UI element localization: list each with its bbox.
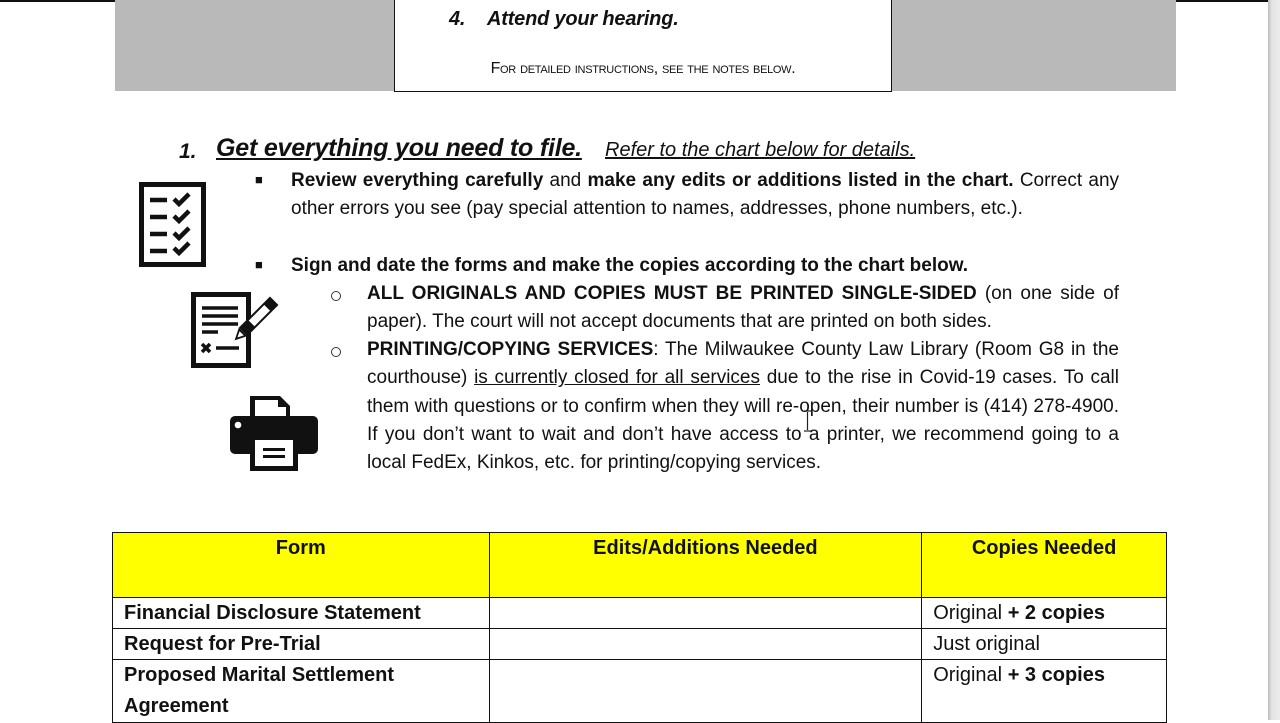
table-header-row [113, 533, 1167, 598]
cell-edits [489, 660, 922, 723]
section-title: Get everything you need to file. [216, 134, 582, 162]
cell-form: Financial Disclosure Statement [113, 598, 490, 629]
printing-bold: PRINTING/COPYING SERVICES [367, 339, 654, 360]
sub-bullet-marker [331, 347, 341, 357]
cell-copies [922, 660, 1167, 723]
table-row [113, 660, 1167, 723]
bullet-review-text-2: Correct any other errors you see (pay special attention to names, addresses, phone numbers, etc.). [291, 170, 1120, 220]
bullet-review-text-1: and [543, 170, 588, 191]
printing-text-b: due to the rise in Covid-19 cases. To call them with questions or to confirm when they will re-open, their number is (414) 278-4900. If you don’t want to wait and don’t have access to a printer, we recommend going to a local FedEx, Kinkos, etc. for printing/copying services. [367, 367, 1119, 474]
sub-bullet-single-sided [367, 280, 1119, 337]
step-4 [449, 8, 679, 31]
copies-plain: Original [933, 664, 1008, 686]
header-edits: Edits/Additions Needed [489, 533, 922, 598]
cell-copies [922, 629, 1167, 660]
copies-plain: Original [933, 602, 1008, 624]
vertical-scrollbar[interactable] [1268, 0, 1280, 720]
forms-chart-table [112, 532, 1167, 723]
bullet-sign [291, 252, 1119, 280]
step-text: Attend your hearing. [487, 8, 679, 30]
step-number: 4. [449, 8, 466, 30]
cell-form: Proposed Marital Settlement Agreement [113, 660, 490, 723]
bullet-review-bold-1: Review everything carefully [291, 170, 544, 191]
copies-bold: + 2 copies [1007, 602, 1105, 624]
bullet-review-bold-2: make any edits or additions listed in the chart. [587, 170, 1014, 191]
bullet-sign-bold: Sign and date the forms and make the copies according to the chart below. [291, 255, 969, 276]
bullet-marker: ■ [255, 257, 263, 272]
copies-bold: + 3 copies [1007, 664, 1105, 686]
section-number: 1. [179, 140, 197, 163]
sign-document-icon [191, 292, 279, 368]
single-sided-text: (on one side of paper). The court will not accept documents that are printed on both sides. [367, 283, 1119, 333]
sub-bullet-marker [331, 291, 341, 301]
bullet-review [291, 167, 1119, 224]
sub-bullet-printing [367, 336, 1119, 477]
printing-text-a: : The Milwaukee County Law Library (Room G8 in the courthouse) [367, 339, 1120, 389]
steps-note-box [394, 0, 892, 92]
copies-plain: Just original [933, 633, 1040, 655]
printer-icon [230, 394, 318, 472]
cell-edits [489, 629, 922, 660]
single-sided-bold: ALL ORIGINALS AND COPIES MUST BE PRINTED SINGLE-SIDED [367, 283, 977, 304]
table-row [113, 629, 1167, 660]
text-cursor-icon [803, 410, 812, 432]
table-row [113, 598, 1167, 629]
header-copies: Copies Needed [922, 533, 1167, 598]
cell-form: Request for Pre-Trial [113, 629, 490, 660]
detailed-instructions-note: For detailed instructions, see the notes below. [490, 60, 796, 77]
printing-closed-underlined: is currently closed for all services [474, 367, 761, 389]
bullet-marker: ■ [255, 172, 263, 187]
cell-copies [922, 598, 1167, 629]
cell-edits [489, 598, 922, 629]
header-form: Form [113, 533, 490, 598]
checklist-icon [139, 182, 206, 267]
section-subtitle: Refer to the chart below for details. [605, 139, 916, 161]
